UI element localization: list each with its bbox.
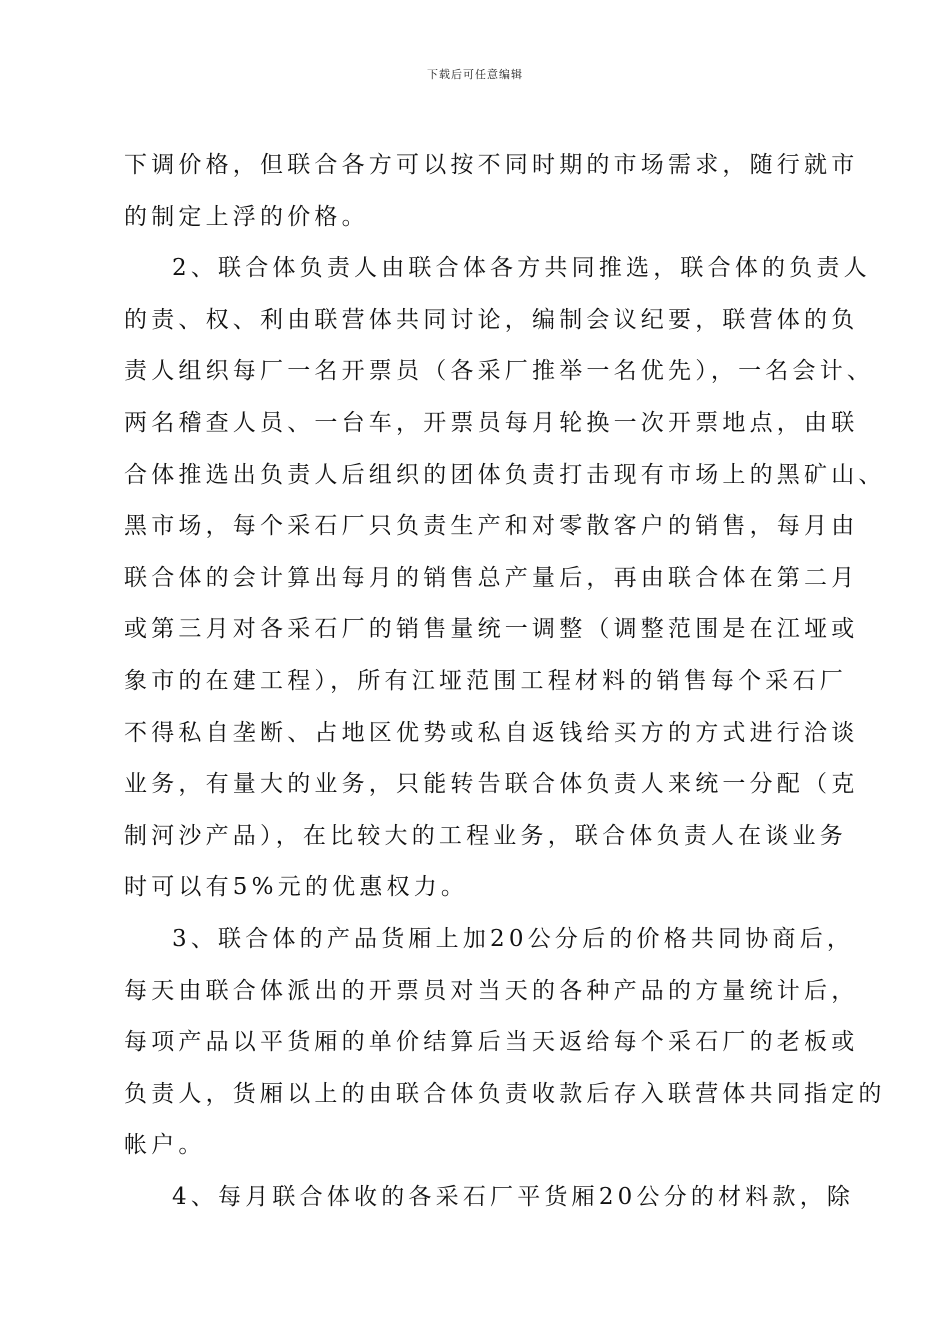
text-line: 时可以有5%元的优惠权力。: [124, 874, 469, 901]
text-line: 象市的在建工程），所有江垭范围工程材料的销售每个采石厂: [124, 667, 847, 694]
paragraph-start: 2、联合体负责人由联合体各方共同推选，联合体的负责人: [172, 255, 871, 282]
page-header: 下载后可任意编辑: [427, 68, 523, 81]
text-line: 或第三月对各采石厂的销售量统一调整（调整范围是在江垭或: [124, 616, 859, 643]
paragraph-start: 3、联合体的产品货厢上加20公分后的价格共同协商后，: [172, 925, 855, 952]
document-body: [124, 140, 886, 1223]
text-line: 负责人，货厢以上的由联合体负责收款后存入联营体共同指定的: [124, 1080, 886, 1107]
text-line: 的制定上浮的价格。: [124, 203, 369, 230]
text-line: 不得私自垄断、占地区优势或私自返钱给买方的方式进行洽谈: [124, 719, 859, 746]
text-line: 合体推选出负责人后组织的团体负责打击现有市场上的黑矿山、: [124, 461, 886, 488]
text-line: 联合体的会计算出每月的销售总产量后，再由联合体在第二月: [124, 564, 859, 591]
text-line: 黑市场，每个采石厂只负责生产和对零散客户的销售，每月由: [124, 513, 859, 540]
text-line: 每天由联合体派出的开票员对当天的各种产品的方量统计后，: [124, 977, 859, 1004]
text-line: 制河沙产品），在比较大的工程业务，联合体负责人在谈业务: [124, 822, 847, 849]
text-line: 两名稽查人员、一台车，开票员每月轮换一次开票地点，由联: [124, 409, 859, 436]
text-line: 帐户。: [124, 1132, 206, 1159]
paragraph-start: 4、每月联合体收的各采石厂平货厢20公分的材料款，除: [172, 1183, 855, 1210]
text-line: 下调价格，但联合各方可以按不同时期的市场需求，随行就市: [124, 152, 859, 178]
text-line: 的责、权、利由联营体共同讨论，编制会议纪要，联营体的负: [124, 306, 859, 333]
text-line: 责人组织每厂一名开票员（各采厂推举一名优先），一名会计、: [124, 358, 875, 385]
text-line: 业务，有量大的业务，只能转告联合体负责人来统一分配（克: [124, 771, 859, 798]
text-line: 每项产品以平货厢的单价结算后当天返给每个采石厂的老板或: [124, 1029, 859, 1056]
